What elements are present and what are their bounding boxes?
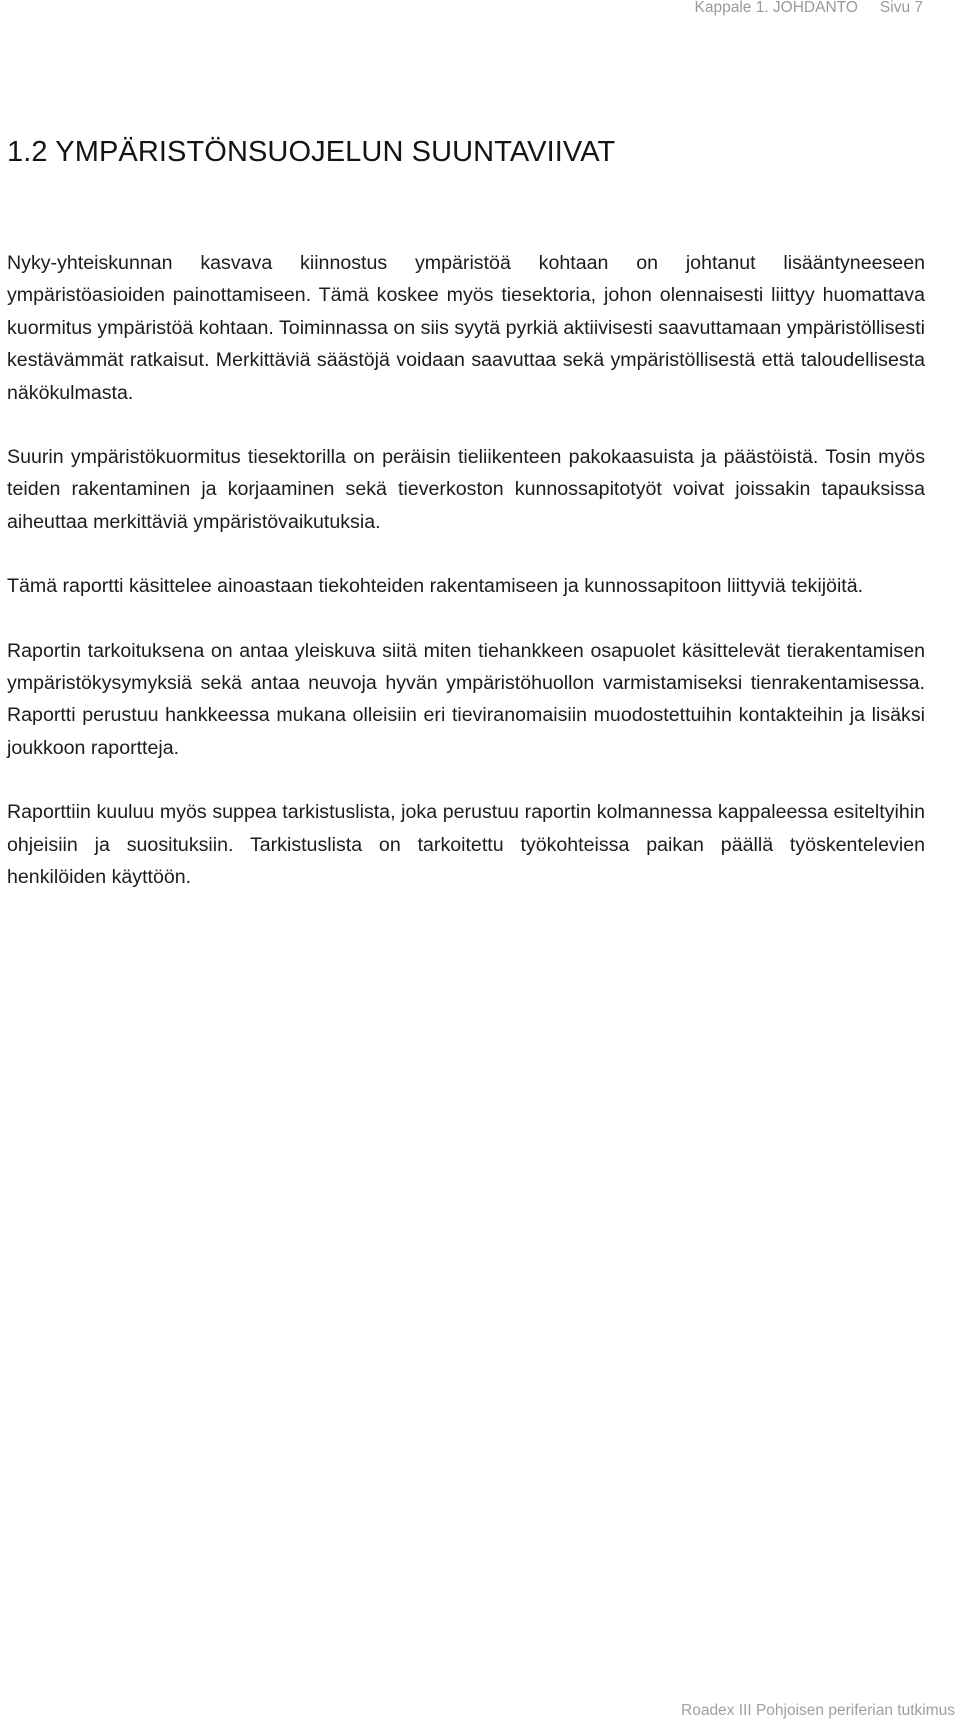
header-page-number: Sivu 7 bbox=[879, 0, 923, 16]
section-heading: 1.2 YMPÄRISTÖNSUOJELUN SUUNTAVIIVAT bbox=[7, 136, 616, 168]
header-chapter: Kappale 1. JOHDANTO bbox=[694, 0, 858, 16]
paragraph-2: Suurin ympäristökuormitus tiesektorilla on peräisin tieliikenteen pakokaasuista ja päästöistä. Tosin myös teiden rakentaminen ja korjaaminen sekä tieverkoston kunnossapitotyöt voivat joissakin tapauksissa aiheuttaa merkittäviä ympäristövaikutuksia. bbox=[7, 446, 925, 533]
paragraph-4: Raportin tarkoituksena on antaa yleiskuva siitä miten tiehankkeen osapuolet käsittelevät tierakentamisen ympäristökysymyksiä sekä antaa neuvoja hyvän ympäristöhuollon varmistamiseksi tienrakentamisessa. Raportti perustuu hankkeessa mukana olleisiin eri tieviranomaisiin muodostettuihin kontakteihin ja lisäksi joukkoon raportteja. bbox=[7, 639, 925, 759]
paragraph-5: Raporttiin kuuluu myös suppea tarkistuslista, joka perustuu raportin kolmannessa kappaleessa esiteltyihin ohjeisiin ja suosituksiin. Tarkistuslista on tarkoitettu työkohteissa paikan päällä työskentelevien henkilöiden käyttöön. bbox=[7, 801, 925, 889]
paragraph-3: Tämä raportti käsittelee ainoastaan tiekohteiden rakentamiseen ja kunnossapitoon liittyviä tekijöitä. bbox=[7, 575, 864, 598]
body-text bbox=[7, 247, 925, 926]
running-footer: Roadex III Pohjoisen periferian tutkimus bbox=[681, 1702, 955, 1719]
running-header bbox=[695, 0, 924, 16]
paragraph-1: Nyky-yhteiskunnan kasvava kiinnostus ympäristöä kohtaan on johtanut lisääntyneeseen ympäristöasioiden painottamiseen. Tämä koskee myös tiesektoria, johon olennaisesti liittyy huomattava kuormitus ympäristöä kohtaan. Toiminnassa on siis syytä pyrkiä aktiivisesti saavuttamaan ympäristöllisesti kestävämmät ratkaisut. Merkittäviä säästöjä voidaan saavuttaa sekä ympäristöllisestä että taloudellisesta näkökulmasta. bbox=[7, 252, 925, 404]
